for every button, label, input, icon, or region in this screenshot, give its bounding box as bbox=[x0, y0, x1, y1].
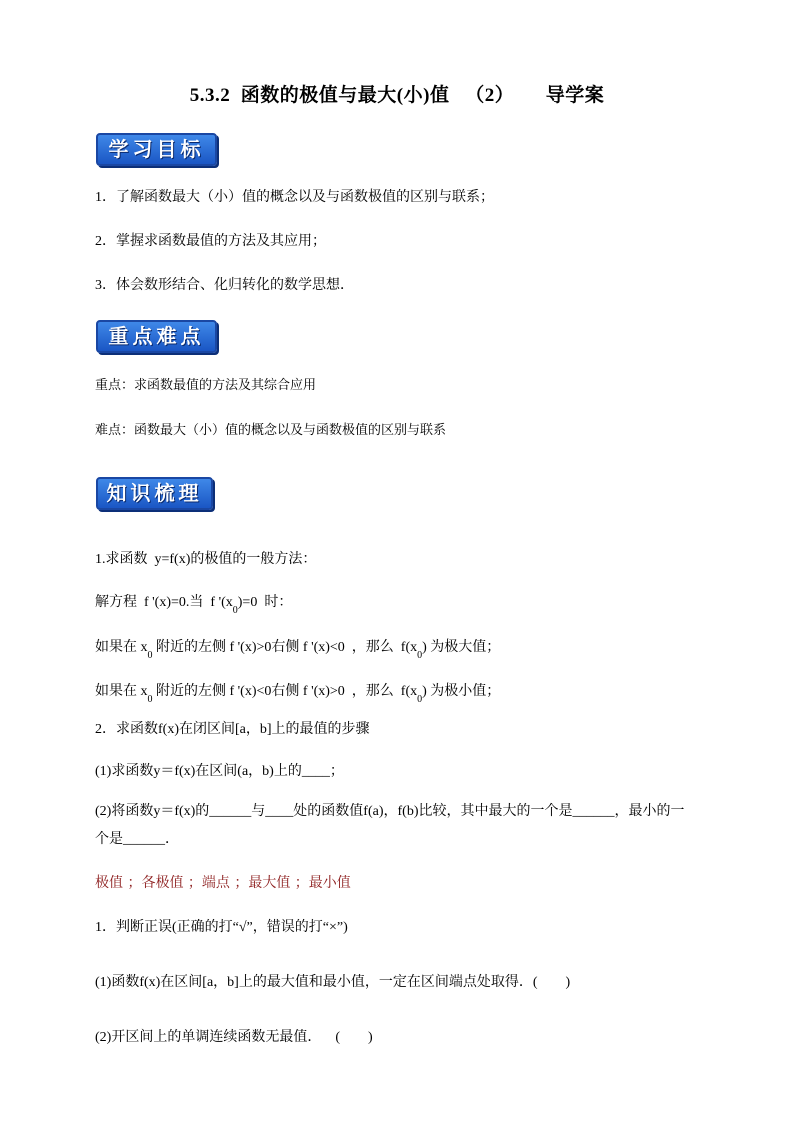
section-badge-knowledge: 知识梳理 bbox=[96, 477, 213, 510]
goal-item-1: 1．了解函数最大（小）值的概念以及与函数极值的区别与联系； bbox=[95, 190, 494, 205]
knowledge-line-5: 2．求函数f(x)在闭区间[a，b]上的最值的步骤 bbox=[95, 722, 370, 737]
section-badge-goals: 学习目标 bbox=[96, 133, 217, 166]
knowledge-line-6: (1)求函数y＝f(x)在区间(a，b)上的____； bbox=[95, 764, 344, 779]
knowledge-line-7: (2)将函数y＝f(x)的______与____处的函数值f(a)，f(b)比较，其中最大的一个是______，最小的一 bbox=[95, 804, 685, 819]
document-title: 5.3.2 函数的极值与最大(小)值 （2） 导学案 bbox=[189, 85, 605, 106]
key-point-difficult: 难点：函数最大（小）值的概念以及与函数极值的区别与联系 bbox=[95, 423, 447, 438]
key-point-important: 重点：求函数最值的方法及其综合应用 bbox=[95, 378, 317, 393]
knowledge-line-4: 如果在 $x_0$ 附近的左侧 f '(x)<0右侧 f '(x)>0 ，那么 $f(x_0)$ 为极小值； bbox=[95, 684, 501, 705]
exercise-question-2: (2)开区间上的单调连续函数无最值． ( ) bbox=[95, 1030, 373, 1045]
knowledge-line-1: 1.求函数 y=f(x)的极值的一般方法： bbox=[95, 552, 317, 567]
section-badge-key-points: 重点难点 bbox=[96, 320, 217, 353]
exercise-title: 1．判断正误(正确的打“√”，错误的打“×”) bbox=[95, 920, 348, 935]
knowledge-line-8: 个是______． bbox=[95, 832, 179, 847]
goal-item-3: 3．体会数形结合、化归转化的数学思想． bbox=[95, 278, 354, 293]
knowledge-line-3: 如果在 $x_0$ 附近的左侧 f '(x)>0右侧 f '(x)<0 ，那么 $f(x_0)$ 为极大值； bbox=[95, 640, 501, 661]
answer-key: 极值 ；各极值 ；端点 ；最大值 ；最小值 bbox=[95, 875, 351, 891]
knowledge-line-2: 解方程 f '(x)=0.当 f '$(x_0)=0$ 时： bbox=[95, 595, 293, 616]
exercise-question-1: (1)函数f(x)在区间[a，b]上的最大值和最小值，一定在区间端点处取得．( ) bbox=[95, 975, 571, 990]
goal-item-2: 2．掌握求函数最值的方法及其应用； bbox=[95, 234, 326, 249]
